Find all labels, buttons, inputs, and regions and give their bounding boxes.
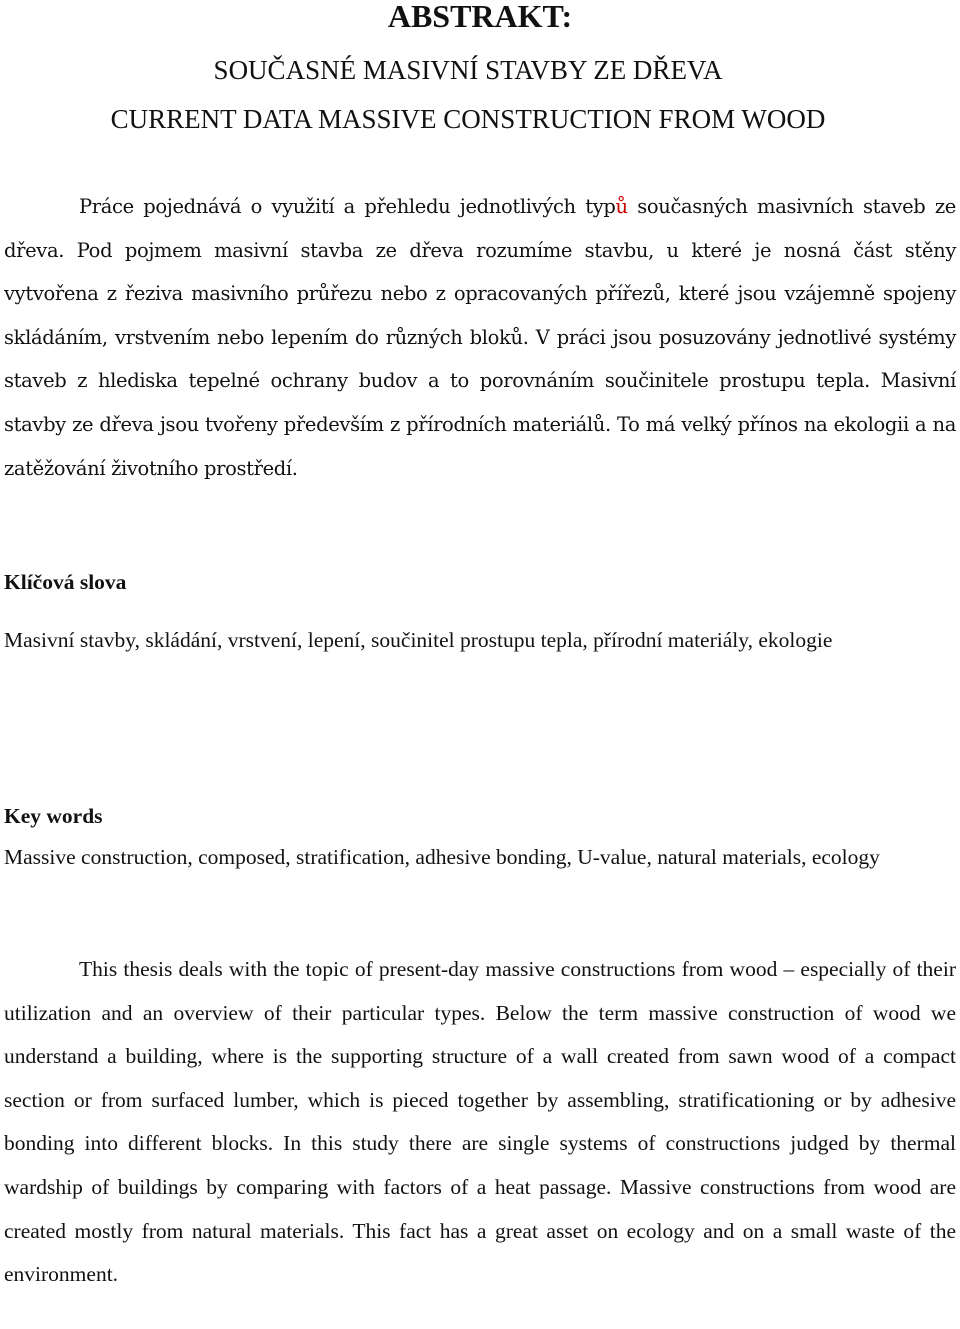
czech-abstract-paragraph (4, 185, 956, 490)
english-keywords-text: Massive construction, composed, stratification, adhesive bonding, U-value, natural materials, ecology (4, 845, 880, 869)
czech-subtitle: SOUČASNÉ MASIVNÍ STAVBY ZE DŘEVA (213, 55, 723, 85)
english-abstract-paragraph (4, 948, 956, 1297)
czech-keywords-text: Masivní stavby, skládání, vrstvení, lepení, součinitel prostupu tepla, přírodní materiály, ekologie (4, 628, 833, 652)
czech-abstract-text-rest: současných masivních staveb ze dřeva. Pod pojmem masivní stavba ze dřeva rozumíme stavbu, u které je nosná část stěny vytvořena z řeziva masivního průřezu nebo z opracovaných přířezů, které jsou vzájemně spojeny skládáním, vrstvením nebo lepením do různých bloků. V práci jsou posuzovány jednotlivé systémy staveb z hlediska tepelné ochrany budov a to porovnáním součinitele prostupu tepla. Masivní stavby ze dřeva jsou tvořeny především z přírodních materiálů. To má velký přínos na ekologii a na zatěžování životního prostředí. (4, 195, 956, 480)
highlighted-character: ů (615, 195, 628, 218)
english-keywords-heading: Key words (4, 804, 103, 828)
english-subtitle: CURRENT DATA MASSIVE CONSTRUCTION FROM WOOD (110, 104, 826, 134)
czech-abstract-text-start: Práce pojednává o využití a přehledu jednotlivých typ (79, 195, 616, 218)
page-title: ABSTRAKT: (387, 0, 573, 34)
english-abstract-text: This thesis deals with the topic of present-day massive constructions from wood – especially of their utilization and an overview of their particular types. Below the term massive construction of wood we understand a building, where is the supporting structure of a wall created from sawn wood of a compact section or from surfaced lumber, which is pieced together by assembling, stratificationing or by adhesive bonding into different blocks. In this study there are single systems of constructions judged by thermal wardship of buildings by comparing with factors of a heat passage. Massive constructions from wood are created mostly from natural materials. This fact has a great asset on ecology and on a small waste of the environment. (4, 957, 956, 1287)
czech-keywords-heading: Klíčová slova (4, 570, 127, 594)
